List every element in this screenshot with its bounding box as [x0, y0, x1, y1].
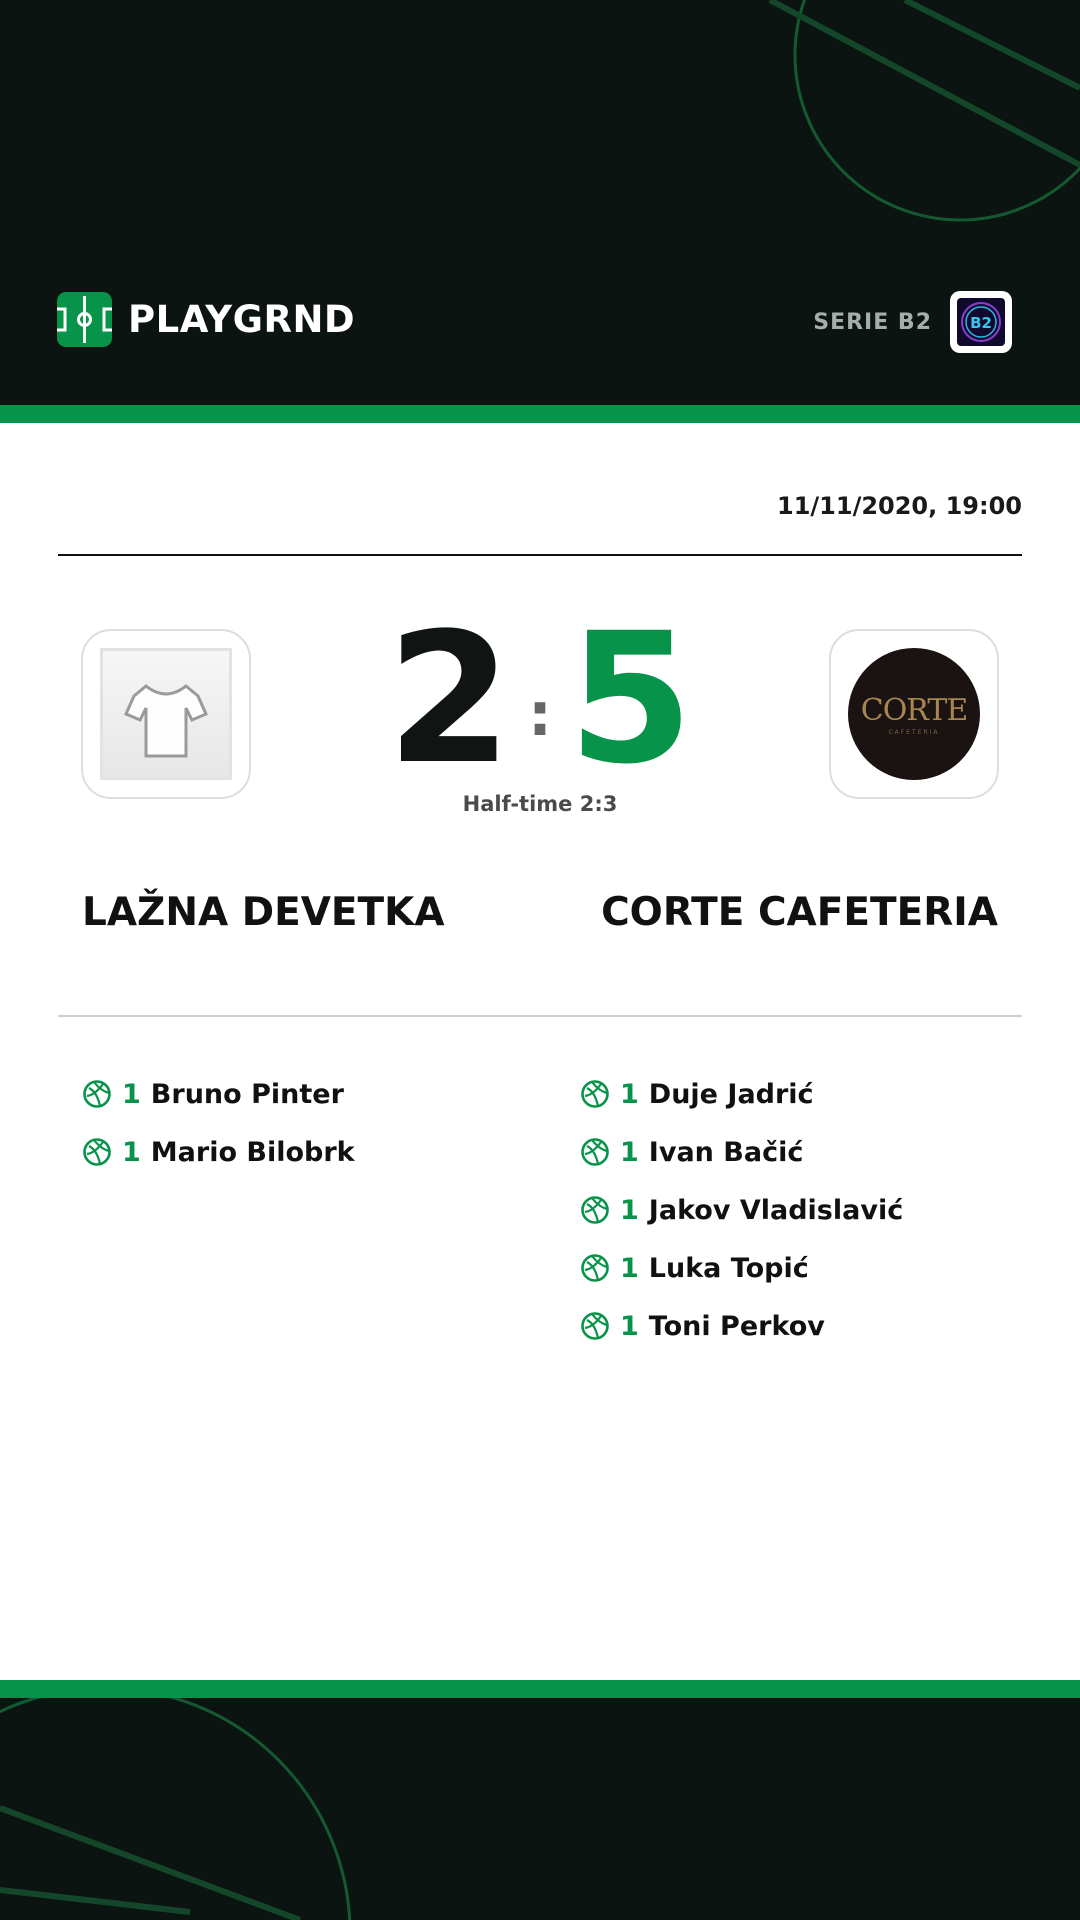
- shirt-icon: [100, 648, 232, 780]
- scorer-item: [580, 1297, 903, 1355]
- corte-logo-word: CORTE: [860, 692, 968, 728]
- away-score: 5: [568, 595, 694, 804]
- footer-band: [0, 1698, 1080, 1920]
- svg-text:B2: B2: [970, 314, 992, 332]
- football-icon: [580, 1079, 610, 1109]
- brand[interactable]: [57, 291, 355, 347]
- home-score: 2: [386, 595, 512, 804]
- league-badge: [950, 291, 1012, 353]
- player-name[interactable]: Luka Topić: [648, 1252, 809, 1284]
- league-name: SERIE B2: [813, 309, 932, 335]
- halftime-score: Half-time 2:3: [462, 792, 618, 816]
- home-team-crest[interactable]: [81, 629, 251, 799]
- score-separator: :: [528, 680, 552, 750]
- goal-count: 1: [620, 1252, 639, 1284]
- header-band: [0, 0, 1080, 405]
- player-name[interactable]: Toni Perkov: [648, 1310, 825, 1342]
- divider: [58, 1015, 1022, 1017]
- player-name[interactable]: Bruno Pinter: [150, 1078, 344, 1110]
- scorer-item: [580, 1239, 903, 1297]
- goal-count: 1: [620, 1194, 639, 1226]
- home-scorers-list: [82, 1065, 355, 1181]
- away-team-name[interactable]: CORTE CAFETERIA: [601, 890, 998, 935]
- football-icon: [580, 1311, 610, 1341]
- goal-count: 1: [620, 1078, 639, 1110]
- home-team-name[interactable]: LAŽNA DEVETKA: [82, 890, 445, 935]
- match-datetime: 11/11/2020, 19:00: [777, 492, 1022, 520]
- pitch-lines-decoration: [0, 1698, 1080, 1920]
- player-name[interactable]: Duje Jadrić: [648, 1078, 814, 1110]
- league-badge-logo: [957, 298, 1005, 346]
- football-icon: [82, 1079, 112, 1109]
- corte-logo-subtext: CAFETERIA: [888, 728, 940, 736]
- header-stripe: [0, 405, 1080, 423]
- goal-count: 1: [122, 1078, 141, 1110]
- away-scorers-list: [580, 1065, 903, 1355]
- scorer-item: [82, 1123, 355, 1181]
- football-icon: [580, 1137, 610, 1167]
- football-icon: [82, 1137, 112, 1167]
- corte-logo: [848, 648, 980, 780]
- goal-count: 1: [620, 1136, 639, 1168]
- away-team-crest[interactable]: [829, 629, 999, 799]
- goal-count: 1: [620, 1310, 639, 1342]
- football-icon: [580, 1195, 610, 1225]
- brand-name: PLAYGRND: [128, 297, 356, 341]
- player-name[interactable]: Jakov Vladislavić: [648, 1194, 904, 1226]
- divider: [58, 554, 1022, 556]
- pitch-icon: [57, 292, 112, 347]
- player-name[interactable]: Ivan Bačić: [648, 1136, 804, 1168]
- scorer-item: [580, 1181, 903, 1239]
- goal-count: 1: [122, 1136, 141, 1168]
- scorer-item: [580, 1065, 903, 1123]
- league[interactable]: [813, 291, 1012, 353]
- scorer-item: [580, 1123, 903, 1181]
- player-name[interactable]: Mario Bilobrk: [150, 1136, 355, 1168]
- footer-stripe: [0, 1680, 1080, 1698]
- scorer-item: [82, 1065, 355, 1123]
- football-icon: [580, 1253, 610, 1283]
